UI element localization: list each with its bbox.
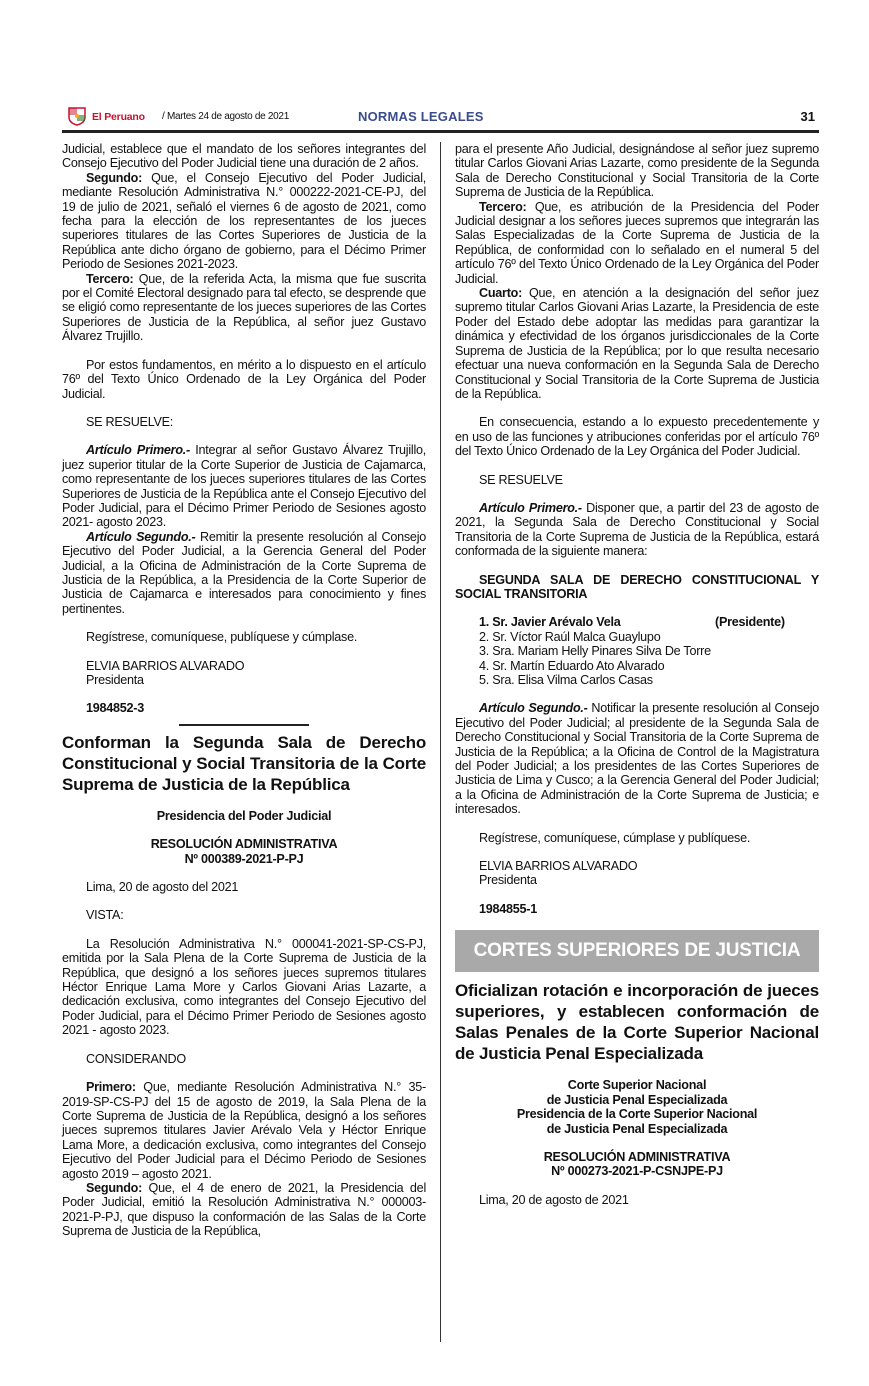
closing-formula: Regístrese, comuníquese, cúmplase y publíquese. [479,830,751,845]
section-banner: CORTES SUPERIORES DE JUSTICIA [455,930,819,972]
left-column [62,142,426,1239]
resolution-type: RESOLUCIÓN ADMINISTRATIVA [543,1149,731,1164]
resolution-type: RESOLUCIÓN ADMINISTRATIVA [150,837,338,852]
member-name: 3. Sra. Mariam Helly Pinares Silva De Torre [479,644,711,659]
article [62,443,426,529]
article-text: Remitir la presente resolución al Consejo Ejecutivo del Poder Judicial, a la Gerencia General del Poder Judicial, a la Oficina de Administración de la Corte Suprema de Justicia de la República, a la Presidencia de la Corte Superior de Justicia de Cajamarca e interesados para conocimiento y fines pertinentes. [62,529,426,616]
issuer: Presidencia del Poder Judicial [156,808,332,823]
issuer-line: de Justicia Penal Especializada [546,1121,728,1136]
place-date: Lima, 20 de agosto de 2021 [479,1192,629,1207]
paragraph: para el presente Año Judicial, designándose al señor juez supremo titular Carlos Giovani Arias Lazarte, como presidente de la Segunda Sala de Derecho Constitucional y Social Transitoria de la Corte Suprema de Justicia de la República. [455,142,819,200]
paragraph [62,171,426,272]
right-column [455,142,819,1207]
article-text: Notificar la presente resolución al Consejo Ejecutivo del Poder Judicial; al presidente de la Segunda Sala de Derecho Constitucional y Social Transitoria de la Corte Suprema de Justicia de la República; a la Oficina de Control de la Magistratura del Poder Judicial; a los presidentes de las Cortes Superiores de Justicia de Lima y Cusco; a la Gerencia General del Poder Judicial; a la Oficina de Administración de la Corte Suprema de Justicia; e interesados. [455,701,820,817]
paragraph [62,272,426,344]
paragraph-text: Que, de la referida Acta, la misma que fue suscrita por el Comité Electoral designado para tal efecto, se desprende que se eligió como representante de los jueces superiores de las Cortes Superiores de Justicia de la República, al señor juez Gustavo Álvarez Trujillo. [62,271,426,344]
place-date: Lima, 20 de agosto del 2021 [86,880,239,895]
norm-title: Conforman la Segunda Sala de Derecho Constitucional y Social Transitoria de la Corte Suprema de Justicia de la República [62,732,426,794]
member-role: (Presidente) [715,615,785,630]
paragraph [62,1080,426,1181]
member-name: 1. Sr. Javier Arévalo Vela [479,615,621,630]
closing-formula: Regístrese, comuníquese, publíquese y cúmplase. [86,630,358,645]
paragraph [455,286,819,401]
member-list [455,615,819,687]
issuer-line: Presidencia de la Corte Superior Nacional [516,1107,758,1122]
member-name: 2. Sr. Víctor Raúl Malca Guaylupo [479,629,661,644]
issue-date: / Martes 24 de agosto de 2021 [162,111,289,122]
article [455,701,819,816]
separator-rule [179,724,309,726]
vista-heading: VISTA: [86,908,124,923]
article [62,530,426,616]
list-item [455,615,819,629]
issuer-line: de Justicia Penal Especializada [546,1092,728,1107]
list-item [455,673,819,687]
paragraph: En consecuencia, estando a lo expuesto precedentemente y en uso de las funciones y atribuciones conferidas por el artículo 76º del Texto Único Ordenado de la Ley Orgánica del Poder Judicial. [455,415,819,459]
page-header [62,104,819,130]
resolves-heading: SE RESUELVE: [86,414,174,429]
considerando-heading: CONSIDERANDO [86,1051,186,1066]
article-text: Disponer que, a partir del 23 de agosto de 2021, la Segunda Sala de Derecho Constitucional y Social Transitoria de la Corte Suprema de Justicia de la República, estará conformada de la siguiente manera: [455,500,819,559]
issuer-line: Corte Superior Nacional [567,1078,707,1093]
paragraph-text: Que, es atribución de la Presidencia del Poder Judicial designar a los señores jueces supremos que integrarán las Salas Especializadas de la Corte Suprema de Justicia de la República, de conformidad con lo señalado en el numeral 5 del artículo 76º del Texto Único Ordenado de la Ley Orgánica del Poder Judicial. [455,199,819,286]
coat-of-arms-icon [66,106,88,126]
paragraph-text: Que, el Consejo Ejecutivo del Poder Judicial, mediante Resolución Administrativa N.° 000222-2021-CE-PJ, del 19 de julio de 2021, señaló el viernes 6 de agosto de 2021, como fecha para la elección de los representantes de los jueces superiores titulares de las Cortes Superiores de Justicia de la República ante dicho órgano de gobierno, para el Décimo Primer Periodo de Sesiones 2021-2023. [62,170,426,272]
page-number: 31 [800,109,815,124]
article-lead: Artículo Segundo.- [479,701,588,716]
paragraph-lead: Cuarto: [479,286,523,301]
paragraph: Por estos fundamentos, en mérito a lo dispuesto en el artículo 76º del Texto Único Ordenado de la Ley Orgánica del Poder Judicial. [62,357,426,401]
list-item [455,630,819,644]
paragraph: Judicial, establece que el mandato de los señores integrantes del Consejo Ejecutivo del Poder Judicial tiene una duración de 2 años. [62,142,426,171]
header-rule [62,130,819,133]
paragraph-text: Que, mediante Resolución Administrativa N.° 35-2019-SP-CS-PJ del 15 de agosto de 2019, la Sala Plena de la Corte Suprema de Justicia de la República, designó a los señores jueces supremos titulares Javier Arévalo Vela y Héctor Enrique Lama More, a dedicación exclusiva, como integrantes del Consejo Ejecutivo del Poder Judicial para el Décimo Periodo de Sesiones agosto 2019 – agosto 2021. [62,1080,426,1181]
resolution-number: Nº 000273-2021-P-CSNJPE-PJ [551,1164,723,1179]
list-item [455,659,819,673]
paragraph-lead: Tercero: [479,199,527,214]
paragraph-lead: Tercero: [86,271,134,286]
article-text: Integrar al señor Gustavo Álvarez Trujillo, juez superior titular de la Corte Superior de Justicia de Cajamarca, como representante de los jueces superiores titulares de las Cortes Superiores de Justicia de la República ante el Consejo Ejecutivo del Poder Judicial, para el Décimo Primer Periodo de Sesiones agosto 2021- agosto 2023. [62,443,426,530]
article-lead: Artículo Segundo.- [86,529,196,544]
column-divider [440,142,441,1342]
paragraph: La Resolución Administrativa N.° 000041-2021-SP-CS-PJ, emitida por la Sala Plena de la Corte Suprema de Justicia de la República, que designó a los señores jueces supremos titulares Héctor Enrique Lama More y Carlos Giovani Arias Lazarte, a dedicación exclusiva, como integrantes del Consejo Ejecutivo del Poder Judicial, para el Décimo Primer Periodo de Sesiones agosto 2021 - agosto 2023. [62,936,426,1038]
paragraph-text: Que, el 4 de enero de 2021, la Presidencia del Poder Judicial, emitió la Resolución Administrativa N.° 000003-2021-P-PJ, que dispuso la conformación de las Salas de la Corte Suprema de Justicia de la República, [62,1180,426,1239]
signer-role: Presidenta [86,673,144,687]
paragraph-text: Que, en atención a la designación del señor juez supremo titular Carlos Giovani Arias Lazarte, la Presidencia de este Poder del Estado debe adoptar las medidas para garantizar la dinámica y efectividad de los órganos jurisdiccionales de la Corte Suprema de Justicia de la República; por lo que resulta necesario efectuar una nueva conformación en la Segunda Sala de Derecho Constitucional y Social Transitoria de la Corte Suprema de Justicia de la República. [455,286,819,401]
paragraph [62,1181,426,1239]
newspaper-name: El Peruano [92,111,145,123]
member-name: 5. Sra. Elisa Vilma Carlos Casas [479,673,653,687]
document-code: 1984852-3 [86,701,144,716]
member-name: 4. Sr. Martín Eduardo Ato Alvarado [479,658,665,673]
signer-name: ELVIA BARRIOS ALVARADO [86,658,245,673]
paragraph-lead: Segundo: [86,1180,143,1195]
paragraph [455,200,819,286]
article [455,501,819,559]
paragraph-lead: Segundo: [86,170,143,185]
resolves-heading: SE RESUELVE [479,472,563,487]
article-lead: Artículo Primero.- [86,443,190,458]
norm-title: Oficializan rotación e incorporación de jueces superiores, y establecen conformación de Salas Penales de la Corte Superior Nacional de Justicia Penal Especializada [455,981,819,1064]
paragraph-lead: Primero: [86,1080,136,1095]
resolution-number: Nº 000389-2021-P-PJ [184,851,304,866]
list-item [455,644,819,658]
document-code: 1984855-1 [479,901,537,916]
article-lead: Artículo Primero.- [479,500,582,515]
chamber-title: SEGUNDA SALA DE DERECHO CONSTITUCIONAL Y SOCIAL TRANSITORIA [455,572,819,601]
signer-name: ELVIA BARRIOS ALVARADO [479,859,638,874]
section-title: NORMAS LEGALES [358,109,484,124]
signer-role: Presidenta [479,873,537,888]
